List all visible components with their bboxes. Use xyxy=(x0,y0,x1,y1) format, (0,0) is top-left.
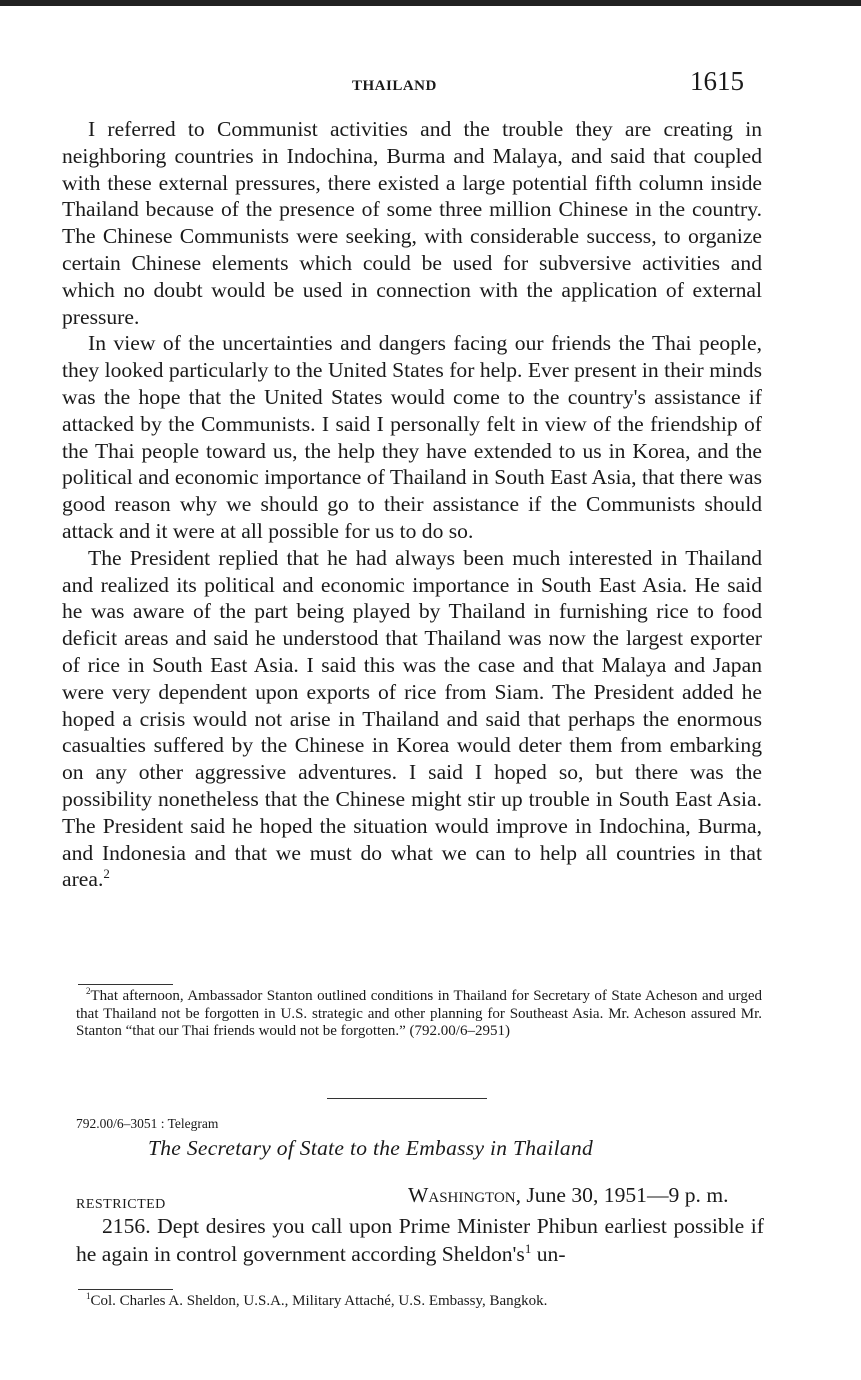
footnote-ref-2: 2 xyxy=(103,866,110,882)
footnote-2-marker: 2 xyxy=(86,986,91,996)
document-reference: 792.00/6–3051 : Telegram xyxy=(76,1116,219,1131)
paragraph-2: In view of the uncertainties and dangers facing our friends the Thai people, they looked particularly to the United States for help. Ever present in their minds was the hope that the United States would come to the country's assistance if attacked by the Communists. I said I personally felt in view of the friendship of the Thai people toward us, the help they have extended to us in Korea, and the political and economic importance of Thailand in South East Asia, that there was good reason why we should go to their assistance if the Communists should attack and it were at all possible for us to do so. xyxy=(62,331,762,543)
footnote-divider xyxy=(78,984,173,985)
footnote-1-text: Col. Charles A. Sheldon, U.S.A., Military Attaché, U.S. Embassy, Bangkok. xyxy=(90,1293,548,1309)
paragraph-3 xyxy=(62,545,762,893)
telegram-body xyxy=(76,1212,764,1268)
telegram-text-end: un- xyxy=(531,1242,566,1266)
paragraph-1: I referred to Communist activities and the trouble they are creating in neighboring countries in Indochina, Burma and Malaya, and said that coupled with these external pressures, there existed a large potential fifth column inside Thailand because of the presence of some three million Chinese in the country. The Chinese Communists were seeking, with considerable success, to organize certain Chinese elements which could be used for subversive activities and which no doubt would be used in connection with the application of external pressure. xyxy=(62,117,762,329)
body-text xyxy=(62,116,762,893)
document-heading: The Secretary of State to the Embassy in Thailand xyxy=(148,1136,594,1160)
footnote-divider-2 xyxy=(78,1289,173,1290)
paragraph-3-text: The President replied that he had always been much interested in Thailand and realized its political and economic importance in South East Asia. He said he was aware of the part being played by Thailand in furnishing rice to food deficit areas and said he understood that Thailand was now the largest exporter of rice in South East Asia. I said this was the case and that Malaya and Japan were very dependent upon exports of rice from Siam. The President added he hoped a crisis would not arise in Thailand and said that perhaps the enormous casualties suffered by the Chinese in Korea would deter them from embarking on any other aggressive adventures. I said I hoped so, but there was the possibility nonetheless that the Chinese might stir up trouble in South East Asia. The President said he hoped the situation would improve in Indochina, Burma, and Indonesia and that we must do what we can to help all countries in that area. xyxy=(62,545,762,892)
footnote-1 xyxy=(86,1293,547,1310)
running-header-title: THAILAND xyxy=(352,78,437,94)
top-border-rule xyxy=(0,0,861,6)
section-divider xyxy=(327,1098,487,1099)
dateline-date: , June 30, 1951—9 p. m. xyxy=(515,1183,729,1207)
footnote-2-text: That afternoon, Ambassador Stanton outlined conditions in Thailand for Secretary of State Acheson and urged that Thailand not be forgotten in U.S. strategic and other planning for Southeast Asia. Mr. Acheson assured Mr. Stanton “that our Thai friends would not be forgotten.” (792.00/6–2951) xyxy=(76,988,762,1040)
footnote-ref-1: 1 xyxy=(524,1240,532,1256)
dateline xyxy=(408,1183,729,1208)
footnote-2 xyxy=(76,988,762,1041)
classification-label: RESTRICTED xyxy=(76,1197,166,1212)
telegram-paragraph xyxy=(76,1212,764,1268)
footnote-1-marker: 1 xyxy=(86,1291,91,1301)
telegram-text-start: 2156. Dept desires you call upon Prime Minister Phibun earliest possible if he again in control government according Sheldon's xyxy=(76,1214,764,1266)
dateline-place: Washington xyxy=(408,1183,516,1207)
page-number: 1615 xyxy=(690,66,744,96)
